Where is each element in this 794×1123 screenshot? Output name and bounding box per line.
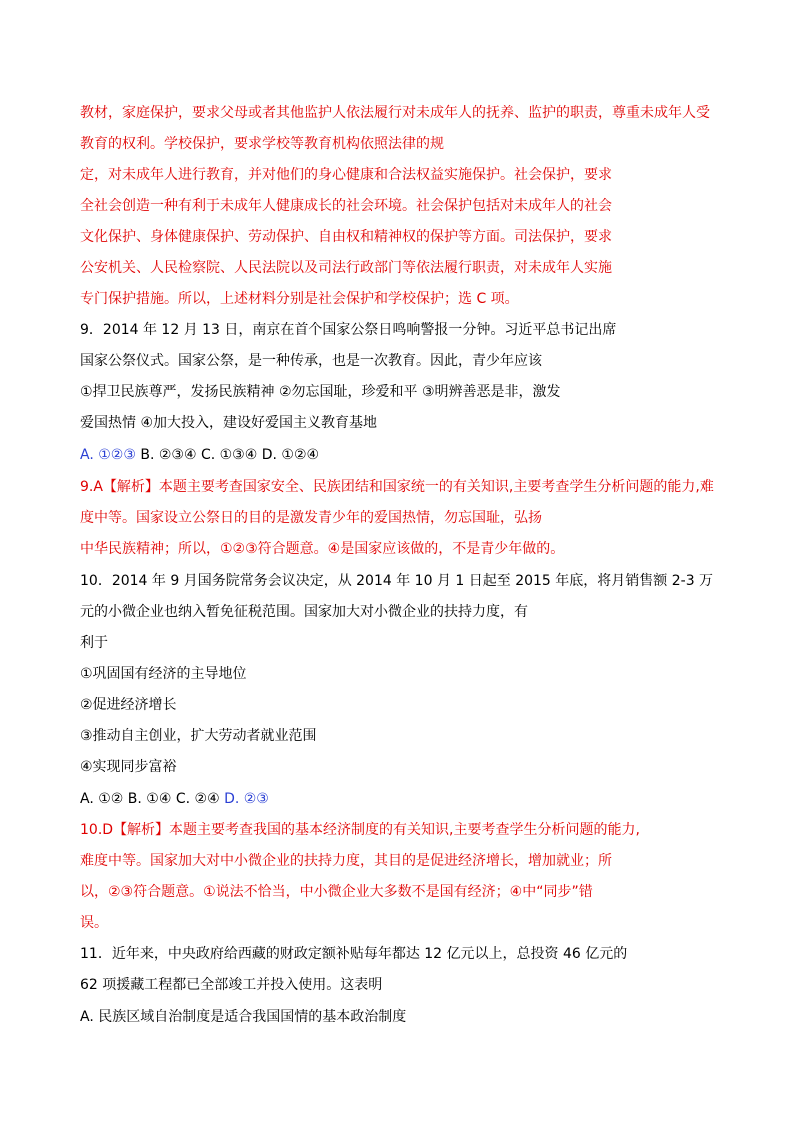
text-line [80,320,616,340]
text-line [80,944,627,964]
text-line [80,882,593,902]
text-segment: 国家公祭仪式。国家公祭，是一种传承，也是一次教育。因此，青少年应该 [80,353,542,369]
text-line [80,351,542,371]
text-segment: 公安机关、人民检察院、人民法院以及司法行政部门等依法履行职责，对未成年人实施 [80,260,612,276]
text-segment: 中华民族精神；所以，①②③符合题意。④是国家应该做的，不是青少年做的。 [80,541,565,557]
text-segment: 元的小微企业也纳入暂免征税范围。国家加大对小微企业的扶持力度，有 [80,604,528,620]
text-segment: 10．2014 年 9 月国务院常务会议决定，从 2014 年 10 月 1 日起至 2015 年底，将月销售额 2-3 万 [80,573,714,589]
text-segment: ①巩固国有经济的主导地位 [80,666,247,682]
text-segment: 爱国热情 ④加大投入，建设好爱国主义教育基地 [80,415,377,431]
text-segment: 文化保护、身体健康保护、劳动保护、自由权和精神权的保护等方面。司法保护，要求 [80,229,612,245]
text-segment: 11．近年来，中央政府给西藏的财政定额补贴每年都达 12 亿元以上，总投资 46 亿元的 [80,946,628,962]
text-segment: A. ①②③ [80,447,136,463]
text-line [80,633,108,653]
text-line [80,196,612,216]
text-segment: 10.D【解析】本题主要考查我国的基本经济制度的有关知识,主要考查学生分析问题的能力, [80,822,640,838]
text-line [80,602,528,622]
text-line [80,134,444,154]
text-line [80,1007,406,1027]
text-line [80,695,177,715]
text-line [80,477,714,497]
text-line [80,820,640,840]
text-line [80,103,710,123]
text-line [80,289,519,309]
text-segment: 难度中等。国家加大对中小微企业的扶持力度，其目的是促进经济增长，增加就业；所 [80,853,612,869]
text-segment: 全社会创造一种有利于未成年人健康成长的社会环境。社会保护包括对未成年人的社会 [80,198,612,214]
text-segment: 62 项援藏工程都已全部竣工并投入使用。这表明 [80,977,383,993]
text-line [80,975,382,995]
text-segment: ①捍卫民族尊严，发扬民族精神 ②勿忘国耻，珍爱和平 ③明辨善恶是非，激发 [80,384,561,400]
text-segment: 利于 [80,635,108,651]
text-line [80,227,612,247]
text-segment: 误。 [80,915,108,931]
text-line [80,726,317,746]
text-segment: A. ①② B. ①④ C. ②④ [80,791,225,807]
text-line [80,789,269,809]
text-segment: 度中等。国家设立公祭日的目的是激发青少年的爱国热情，勿忘国耻，弘扬 [80,510,542,526]
text-line [80,664,247,684]
text-segment: 定，对未成年人进行教育，并对他们的身心健康和合法权益实施保护。社会保护，要求 [80,167,612,183]
text-segment: 9.A【解析】本题主要考查国家安全、民族团结和国家统一的有关知识,主要考查学生分析问题的能力,难 [80,479,714,495]
text-line [80,757,177,777]
text-segment: 9．2014 年 12 月 13 日，南京在首个国家公祭日鸣响警报一分钟。习近平总书记出席 [80,322,617,338]
text-segment: 专门保护措施。所以，上述材料分别是社会保护和学校保护；选 C 项。 [80,291,519,307]
text-line [80,571,713,591]
text-line [80,165,612,185]
text-segment: 教育的权利。学校保护，要求学校等教育机构依照法律的规 [80,136,444,152]
text-segment: ③推动自主创业，扩大劳动者就业范围 [80,728,317,744]
text-line [80,382,561,402]
text-line [80,539,564,559]
text-line [80,913,108,933]
text-segment: D. ②③ [224,791,269,807]
text-line [80,508,542,528]
text-line [80,413,377,433]
text-segment: ②促进经济增长 [80,697,177,713]
text-segment: A. 民族区域自治制度是适合我国国情的基本政治制度 [80,1009,407,1025]
text-segment: 以，②③符合题意。①说法不恰当，中小微企业大多数不是国有经济；④中“同步”错 [80,884,593,900]
text-segment: 教材，家庭保护，要求父母或者其他监护人依法履行对未成年人的抚养、监护的职责，尊重未成年人受 [80,105,710,121]
text-segment: ④实现同步富裕 [80,759,177,775]
text-line [80,258,612,278]
text-line [80,851,612,871]
text-segment: B. ②③④ C. ①③④ D. ①②④ [135,447,320,463]
text-line [80,445,319,465]
